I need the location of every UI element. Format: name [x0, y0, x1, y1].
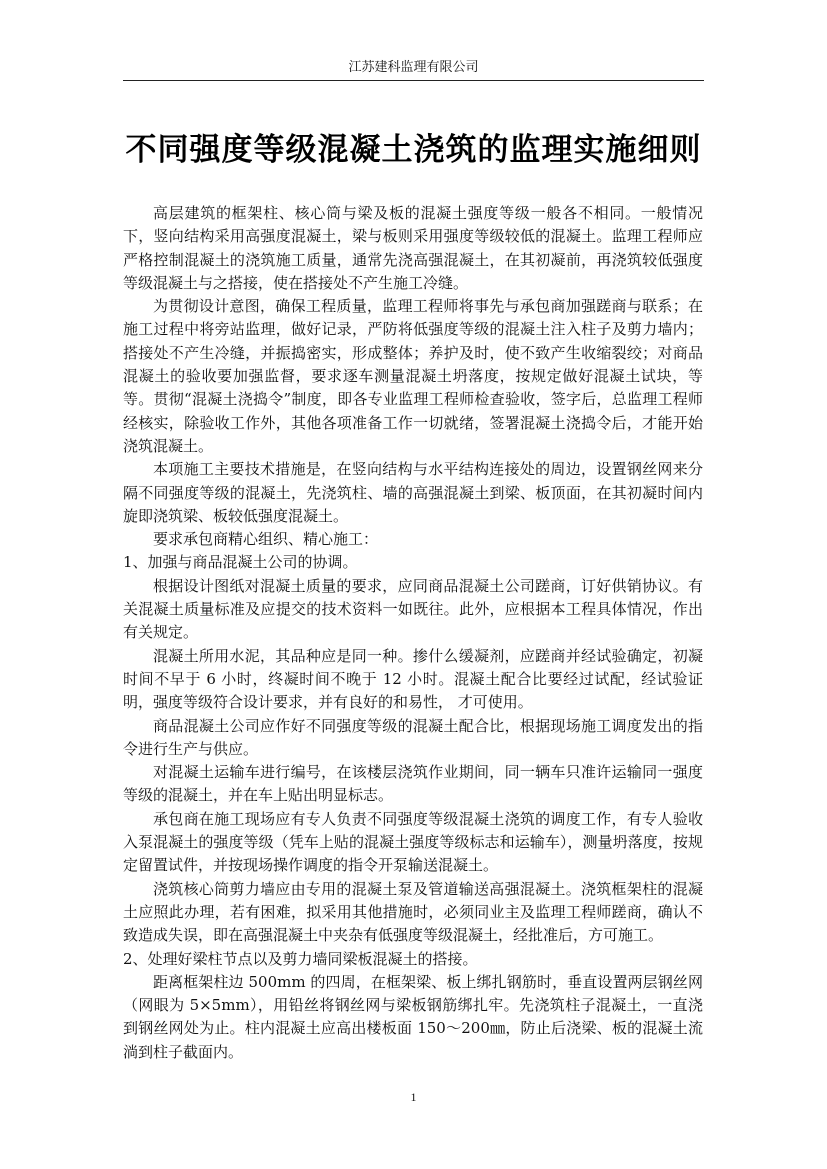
- header-divider: [123, 80, 704, 81]
- page-number: 1: [410, 1090, 417, 1104]
- document-title: 不同强度等级混凝土浇筑的监理实施细则: [125, 132, 702, 168]
- document-body: [123, 202, 703, 1064]
- paragraph: 距离框架柱边 500mm 的四周，在框架梁、板上绑扎钢筋时，垂直设置两层钢丝网（网眼为 5×5mm），用铅丝将钢丝网与梁板钢筋绑扎牢。先浇筑柱子混凝土，一直浇到钢丝网处为止。柱内混凝土应高出楼板面 150～200㎜，防止后浇梁、板的混凝土流淌到柱子截面内。: [123, 972, 703, 1061]
- paragraph: 根据设计图纸对混凝土质量的要求，应同商品混凝土公司蹉商，订好供销协议。有关混凝土质量标准及应提交的技术资料一如既往。此外，应根据本工程具体情况，作出有关规定。: [123, 576, 703, 642]
- section-heading: 2、处理好梁柱节点以及剪力墙同梁板混凝土的搭接。: [123, 949, 478, 968]
- paragraph: 要求承包商精心组织、精心施工：: [153, 530, 379, 549]
- page-header-company: 江苏建科监理有限公司: [348, 60, 479, 75]
- paragraph: 对混凝土运输车进行编号，在该楼层浇筑作业期间，同一辆车只准许运输同一强度等级的混凝土，并在车上贴出明显标志。: [123, 763, 703, 805]
- paragraph: 混凝土所用水泥，其品种应是同一种。掺什么缓凝剂，应蹉商并经试验确定，初凝时间不早于 6 小时，终凝时间不晚于 12 小时。混凝土配合比要经过试配，经试验证明，强度等级符合设计要求，并有良好的和易性， 才可使用。: [123, 646, 703, 712]
- paragraph: 浇筑核心筒剪力墙应由专用的混凝土泵及管道输送高强混凝土。浇筑框架柱的混凝土应照此办理，若有困难，拟采用其他措施时，必须同业主及监理工程师蹉商，确认不致造成失误，即在高强混凝土中夹杂有低强度等级混凝土，经批准后，方可施工。: [123, 879, 703, 945]
- paragraph: 为贯彻设计意图，确保工程质量，监理工程师将事先与承包商加强蹉商与联系；在施工过程中将旁站监理，做好记录，严防将低强度等级的混凝土注入柱子及剪力墙内；搭接处不产生冷缝，并振捣密实，形成整体；养护及时，使不致产生收缩裂绞；对商品混凝土的验收要加强监督，要求逐车测量混凝土坍落度，按规定做好混凝土试块，等等。贯彻“混凝土浇捣令”制度，即各专业监理工程师检查验收，签字后，总监理工程师经核实，除验收工作外，其他各项准备工作一切就绪，签署混凝土浇捣令后，才能开始浇筑混凝土。: [123, 297, 703, 455]
- paragraph: 承包商在施工现场应有专人负责不同强度等级混凝土浇筑的调度工作，有专人验收入泵混凝土的强度等级（凭车上贴的混凝土强度等级标志和运输车），测量坍落度，按规定留置试件，并按现场操作调度的指令开泵输送混凝土。: [123, 809, 703, 875]
- section-heading: 1、加强与商品混凝土公司的协调。: [123, 553, 358, 572]
- paragraph: 本项施工主要技术措施是，在竖向结构与水平结构连接处的周边，设置钢丝网来分隔不同强度等级的混凝土，先浇筑柱、墙的高强混凝土到梁、板顶面，在其初凝时间内旋即浇筑梁、板较低强度混凝土。: [123, 460, 703, 525]
- paragraph: 高层建筑的框架柱、核心筒与梁及板的混凝土强度等级一般各不相同。一般情况下，竖向结构采用高强度混凝土，梁与板则采用强度等级较低的混凝土。监理工程师应严格控制混凝土的浇筑施工质量，通常先浇高强混凝土，在其初凝前，再浇筑较低强度等级混凝土与之搭接，使在搭接处不产生施工冷缝。: [123, 204, 703, 292]
- paragraph: 商品混凝土公司应作好不同强度等级的混凝土配合比，根据现场施工调度发出的指令进行生产与供应。: [123, 716, 703, 758]
